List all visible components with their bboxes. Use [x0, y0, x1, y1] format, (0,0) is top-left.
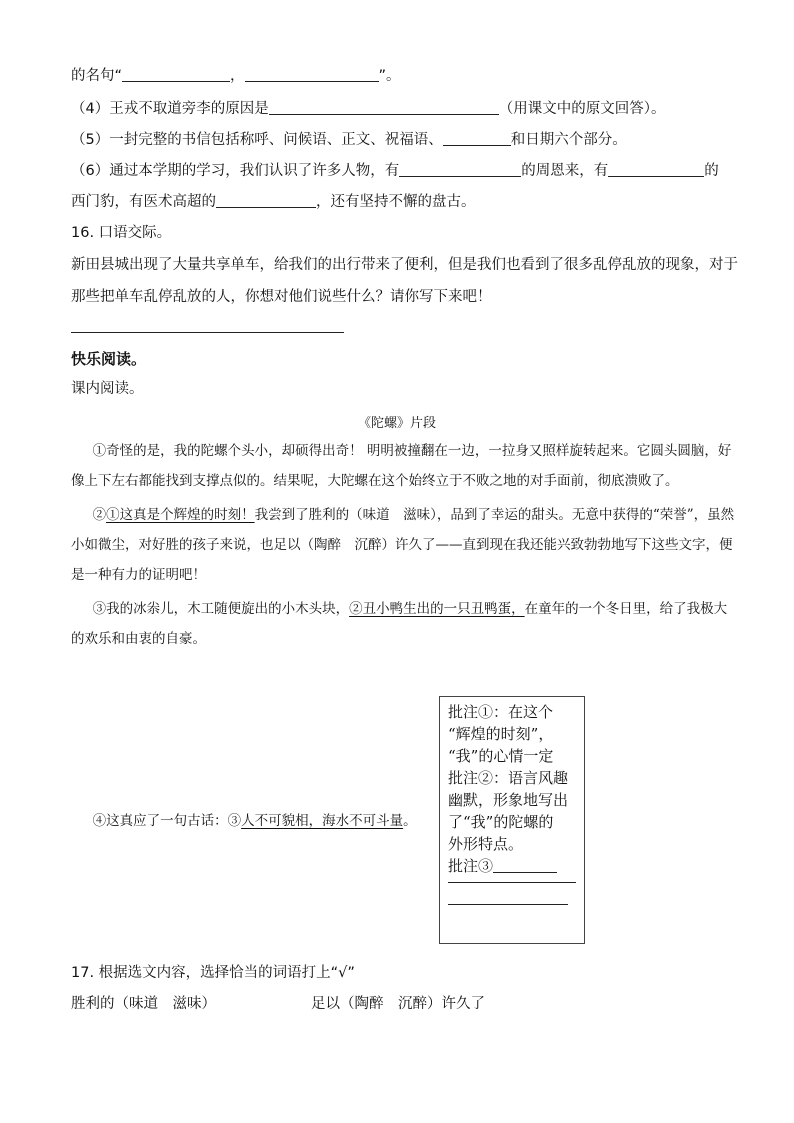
passage-body [71, 436, 739, 654]
q17-options [71, 994, 734, 1014]
answer-blank[interactable] [399, 162, 521, 177]
text-segment: ， [230, 68, 245, 84]
text-segment: 的周恩来，有 [521, 163, 609, 179]
answer-blank[interactable] [245, 67, 379, 82]
text-segment: 我尝到了胜利的（味道 滋味），品到了幸运的甜头。无意中获得的“荣誉”，虽然小如微尘，对好胜的孩子来说，也足以（陶醉 沉醉）许久了——直到现在我还能兴致勃勃地写下这些文字，便是一种有力的证明吧！ [71, 507, 735, 583]
text-segment: ”。 [378, 68, 401, 84]
text-segment: （5）一封完整的书信包括称呼、问候语、正文、祝福语、 [71, 132, 443, 148]
q15-item-4 [71, 99, 734, 119]
option-1[interactable]: 胜利的（味道 滋味） [71, 996, 216, 1012]
annotation-line-3 [448, 855, 576, 877]
text-segment: 在童年的一个冬日里，给了我极大的欢乐和由衷的自豪。 [71, 601, 728, 647]
q15-item-6-cont [71, 192, 734, 212]
text-segment: 和日期六个部分。 [510, 132, 627, 148]
annotation-line: 批注②：语言风趣 [448, 769, 569, 787]
text-segment: ③我的冰尜儿，木工随便旋出的小木头块， [92, 601, 350, 617]
text-segment: ④这真应了一句古话：③ [92, 813, 242, 829]
passage-title: 《陀螺》片段 [357, 416, 436, 431]
sub-title: 课内阅读。 [71, 381, 144, 397]
underlined-sentence: 人不可貌相，海水不可斗量 [241, 813, 404, 829]
paragraph-4 [71, 806, 424, 836]
answer-blank[interactable] [216, 193, 316, 208]
answer-blank[interactable] [269, 100, 499, 115]
text-segment: 的名句“ [71, 68, 123, 84]
paragraph-2 [71, 500, 739, 590]
text-segment: ，还有坚持不懈的盘古。 [316, 194, 476, 210]
annotation-line: 外形特点。 [448, 835, 524, 853]
text-segment: 的 [704, 163, 719, 179]
q15-line-famous-quote [71, 66, 734, 86]
section-title: 快乐阅读。 [71, 350, 147, 368]
q15-item-5 [71, 130, 734, 150]
text-segment: 西门豹，有医术高超的 [71, 194, 216, 210]
q16-answer-line[interactable] [71, 332, 344, 333]
q16-title: 16. 口语交际。 [71, 225, 172, 241]
option-2[interactable]: 足以（陶醉 沉醉）许久了 [311, 996, 485, 1012]
text-segment: 。 [403, 813, 417, 829]
paragraph-3 [71, 594, 739, 654]
answer-blank[interactable] [443, 131, 511, 146]
annotation-blank[interactable] [493, 860, 557, 873]
answer-blank[interactable] [608, 162, 704, 177]
text-segment: 批注③ [448, 857, 494, 875]
annotation-line: 了“我”的陀螺的 [448, 813, 554, 831]
q16-text-2: 那些把单车乱停乱放的人，你想对他们说些什么？请你写下来吧！ [71, 289, 492, 305]
text-segment: ② [92, 507, 107, 523]
paragraph-4-text [71, 806, 424, 836]
text-segment: （用课文中的原文回答）。 [498, 101, 666, 117]
annotation-line: 幽默，形象地写出 [448, 791, 569, 809]
answer-blank[interactable] [122, 67, 230, 82]
annotation-line: 批注①：在这个 [448, 703, 554, 721]
annotation-answer-line[interactable] [448, 904, 568, 905]
annotation-line: “辉煌的时刻”， [448, 725, 554, 743]
underlined-sentence: ①这真是个辉煌的时刻！ [106, 507, 255, 523]
q17-title: 17. 根据选文内容，选择恰当的词语打上“√” [71, 965, 355, 981]
text-segment: （6）通过本学期的学习，我们认识了许多人物，有 [71, 163, 400, 179]
annotation-line: “我”的心情一定 [448, 747, 554, 765]
annotation-answer-line[interactable] [448, 882, 576, 883]
text-segment: （4）王戎不取道旁李的原因是 [71, 101, 269, 117]
q15-item-6 [71, 161, 734, 181]
paragraph-1: ①奇怪的是，我的陀螺个头小，却硕得出奇！ 明明被撞翻在一边，一拉身又照样旋转起来。它圆头圆脑，好像上下左右都能找到支撑点似的。结果呢，大陀螺在这个始终立于不败之地的对手面前，彻底溃败了。 [71, 443, 732, 489]
annotation-box [439, 696, 585, 944]
underlined-sentence: ②丑小鸭生出的一只丑鸭蛋， [349, 601, 525, 617]
q16-text-1: 新田县城出现了大量共享单车，给我们的出行带来了便利，但是我们也看到了很多乱停乱放的现象，对于 [71, 257, 738, 273]
